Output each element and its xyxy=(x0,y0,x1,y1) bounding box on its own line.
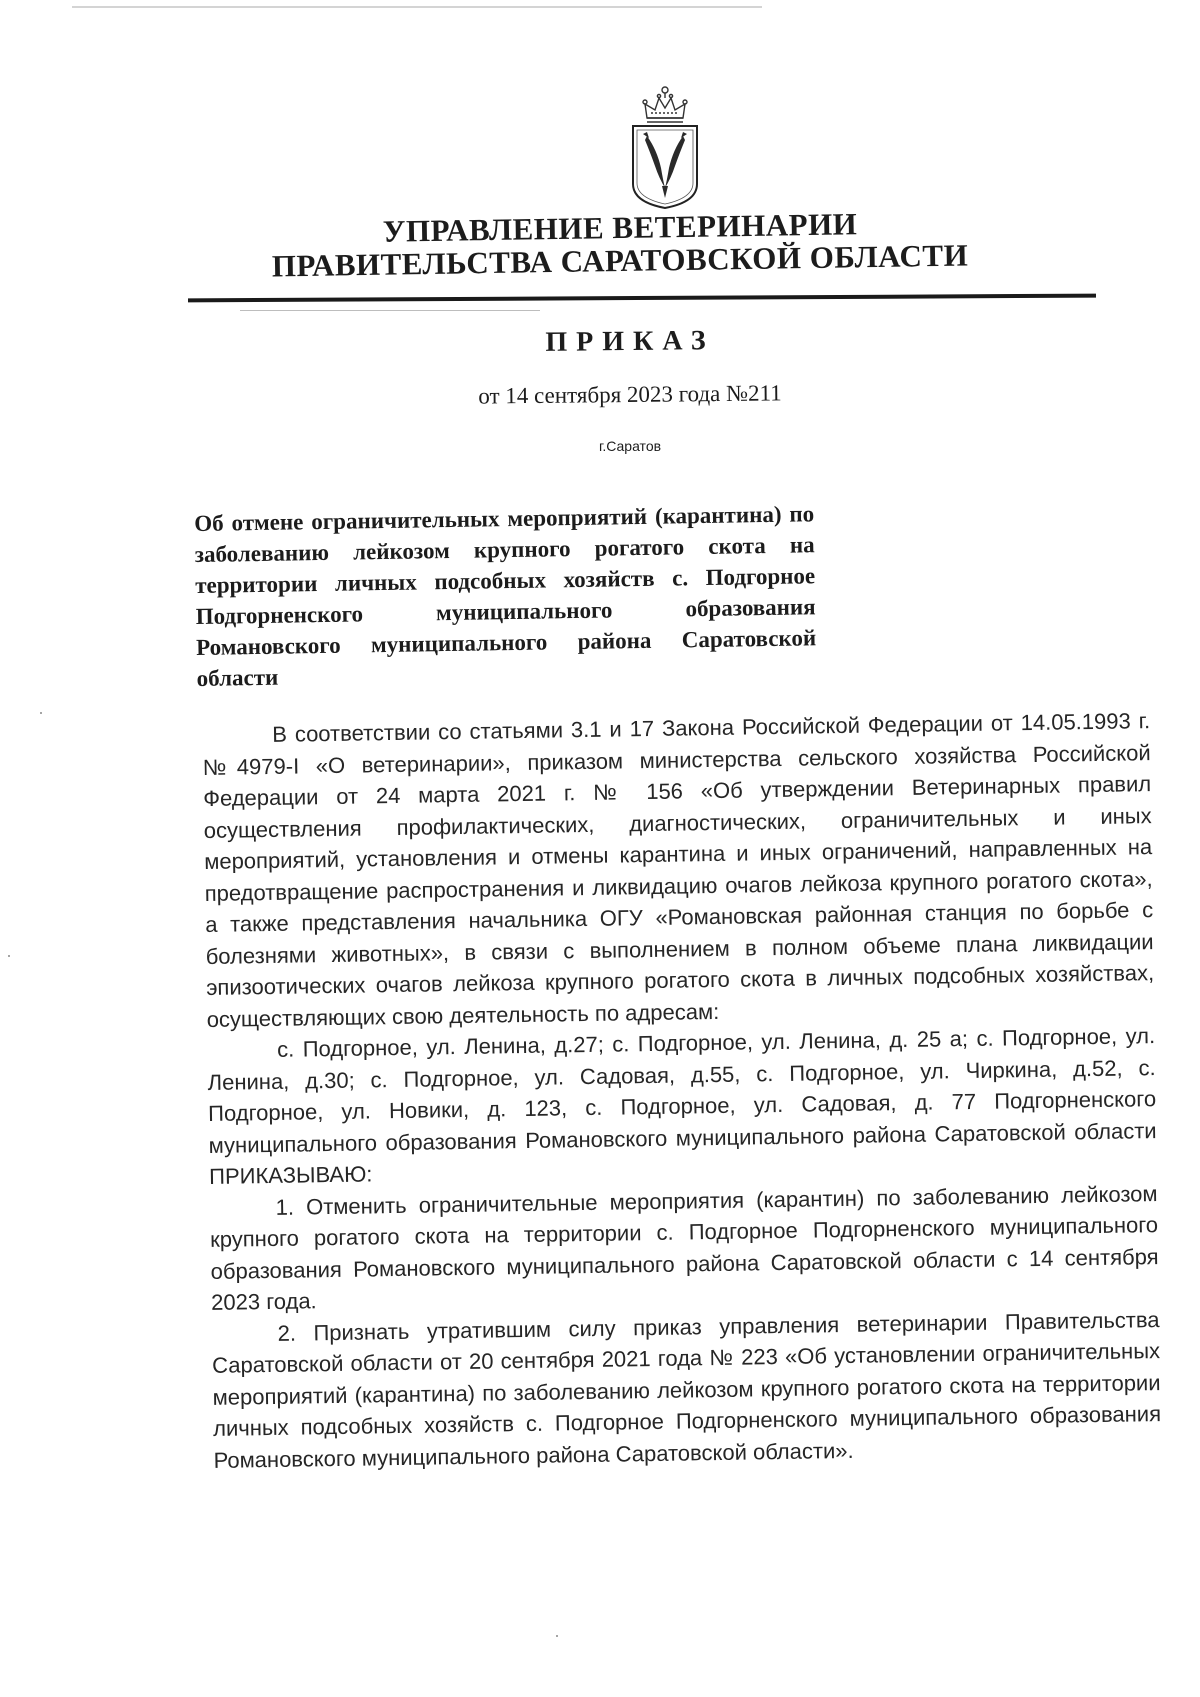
scan-speck xyxy=(556,1635,558,1637)
agency-title-line1: УПРАВЛЕНИЕ ВЕТЕРИНАРИИ xyxy=(382,206,858,249)
order-item-1: 1. Отменить ограничительные мероприятия (карантин) по заболеванию лейкозом крупного рогатого скота на территории с. Подгорное Подгорненского муниципального образования Романовского муниципального района Саратовской области с 14 сентября 2023 года. xyxy=(209,1180,1159,1315)
order-item-2: 2. Признать утратившим силу приказ управления ветеринарии Правительства Саратовской области от 20 сентября 2021 года № 223 «Об установлении ограничительных мероприятий (карантина) по заболеванию лейкозом крупного рогатого скота на территории личных подсобных хозяйств с. Подгорное Подгорненского муниципального образования Романовского муниципального района Саратовской области». xyxy=(211,1306,1162,1473)
saratov-coat-of-arms-icon xyxy=(625,80,705,212)
order-title: ПРИКАЗ xyxy=(545,325,715,358)
order-date-number: от 14 сентября 2023 года №211 xyxy=(478,380,782,409)
header-divider xyxy=(188,294,1096,303)
header-divider-faint xyxy=(240,310,540,311)
preamble-paragraph: В соответствии со статьями 3.1 и 17 Закона Российской Федерации от 14.05.1993 г. №4979-I «О ветеринарии», приказом министерства сельского хозяйства Российской Федерации от 24 марта 2021 г. № 156 «Об утверждении Ветеринарных правил осуществления профилактических, диагностических, ограничительных и иных мероприятий, установления и отмены карантина и иных ограничений, направленных на предотвращение распространения и ликвидацию очагов лейкоза крупного рогатого скота», а также представления начальника ОГУ «Романовская районная станция по борьбе с болезнями животных», в связи с выполнением в полном объеме плана ликвидации эпизоотических очагов лейкоза крупного рогатого скота в личных подсобных хозяйствах, осуществляющих свою деятельность по адресам: xyxy=(202,708,1155,1032)
order-subject: Об отмене ограничительных мероприятий (карантина) по заболеванию лейкозом крупного рогатого скота на территории личных подсобных хозяйств с. Подгорное Подгорненского муниципального образования Романовского муниципального района Саратовской области xyxy=(194,501,817,691)
order-city: г.Саратов xyxy=(598,438,662,454)
scan-speck xyxy=(40,712,42,714)
scan-speck xyxy=(8,955,10,957)
scan-edge-line xyxy=(72,6,762,8)
addresses-paragraph: с. Подгорное, ул. Ленина, д.27; с. Подгорное, ул. Ленина, д. 25 а; с. Подгорное, ул. Ленина, д.30; с. Подгорное, ул. Садовая, д.55, с. Подгорное, ул. Чиркина, д.52, с. Подгорное, ул. Новики, д. 123, с. Подгорное, ул. Садовая, д. 77 Подгорненского муниципального образования Романовского муниципального района Саратовской области ПРИКАЗЫВАЮ: xyxy=(207,1023,1157,1189)
agency-title-line2: ПРАВИТЕЛЬСТВА САРАТОВСКОЙ ОБЛАСТИ xyxy=(271,237,969,284)
order-body xyxy=(202,705,1162,1476)
